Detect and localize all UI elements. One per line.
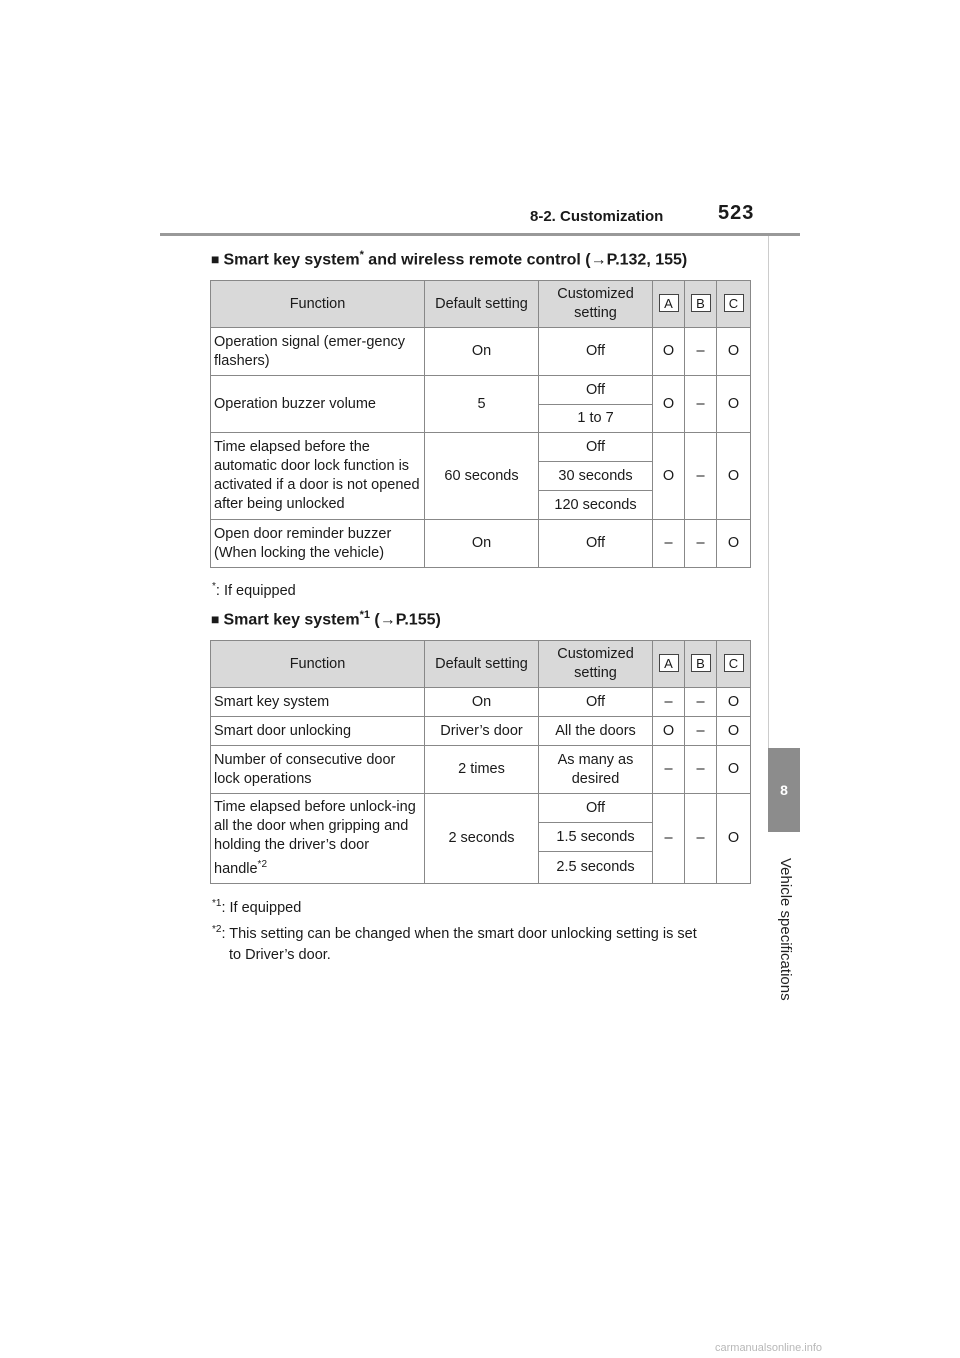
side-divider (768, 236, 769, 748)
col-a: A (653, 281, 685, 328)
arrow-right-icon: → (379, 611, 396, 629)
section2-title: ■ Smart key system$^{*1}$ (→P.155) (211, 609, 441, 629)
chapter-tab: 8 (768, 748, 800, 832)
chapter-label: Vehicle specifications (777, 858, 794, 1001)
table-row: Operation buzzer volume 5 Off O – O (211, 376, 751, 405)
table-row: 1 to 7 (211, 405, 751, 433)
watermark: carmanualsonline.info (715, 1342, 823, 1354)
col-a: A (653, 641, 685, 688)
col-customized: Customized setting (539, 641, 653, 688)
section2-table (210, 640, 751, 884)
table-row: 30 seconds (211, 462, 751, 491)
section1-table (210, 280, 751, 568)
page-reference-link[interactable]: P.155) (395, 611, 441, 629)
table-row: 2.5 seconds (211, 852, 751, 884)
page-reference-link[interactable]: P.132, 155) (606, 251, 688, 269)
table-header-row (211, 641, 751, 688)
col-c: C (717, 281, 751, 328)
col-customized: Customized setting (539, 281, 653, 328)
bullet-square-icon: ■ (211, 251, 220, 268)
table-row: Time elapsed before the automatic door lock function is activated if a door is not opened after being unlocked 60 seconds Off O – O (211, 433, 751, 462)
table-row: Open door reminder buzzer (When locking the vehicle) On Off – – O (211, 520, 751, 568)
col-b: B (685, 641, 717, 688)
section2-footnote-2: $^{*2}$: This setting can be changed when the smart door unlocking setting is set to Driver’s door. (212, 924, 697, 963)
page-number: 523 (718, 202, 755, 224)
col-function: Function (211, 281, 425, 328)
table-row: Smart key system On Off – – O (211, 688, 751, 717)
bullet-square-icon: ■ (211, 611, 220, 628)
section1-footnote: *: If equipped (212, 581, 296, 599)
table-row: Operation signal (emer-gency flashers) On Off O – O (211, 328, 751, 376)
section1-title: ■ Smart key system* and wireless remote control (→P.132, 155) (211, 249, 688, 269)
table-header-row (211, 281, 751, 328)
header-divider (160, 233, 800, 236)
col-c: C (717, 641, 751, 688)
table-row: Smart door unlocking Driver’s door All the doors O – O (211, 717, 751, 746)
section2-footnote-1: $^{*1}$: If equipped (212, 898, 302, 916)
arrow-right-icon: → (590, 251, 607, 269)
table-row: 120 seconds (211, 491, 751, 520)
section-header: 8-2. Customization (530, 208, 664, 225)
col-default: Default setting (425, 281, 539, 328)
table-row: Time elapsed before unlock-ing all the door when gripping and holding the driver’s door handle$^{*2}$ 2 seconds Off – – O (211, 794, 751, 823)
table-row: Number of consecutive door lock operations 2 times As many as desired – – O (211, 746, 751, 794)
col-function: Function (211, 641, 425, 688)
table-row: 1.5 seconds (211, 823, 751, 852)
col-default: Default setting (425, 641, 539, 688)
col-b: B (685, 281, 717, 328)
